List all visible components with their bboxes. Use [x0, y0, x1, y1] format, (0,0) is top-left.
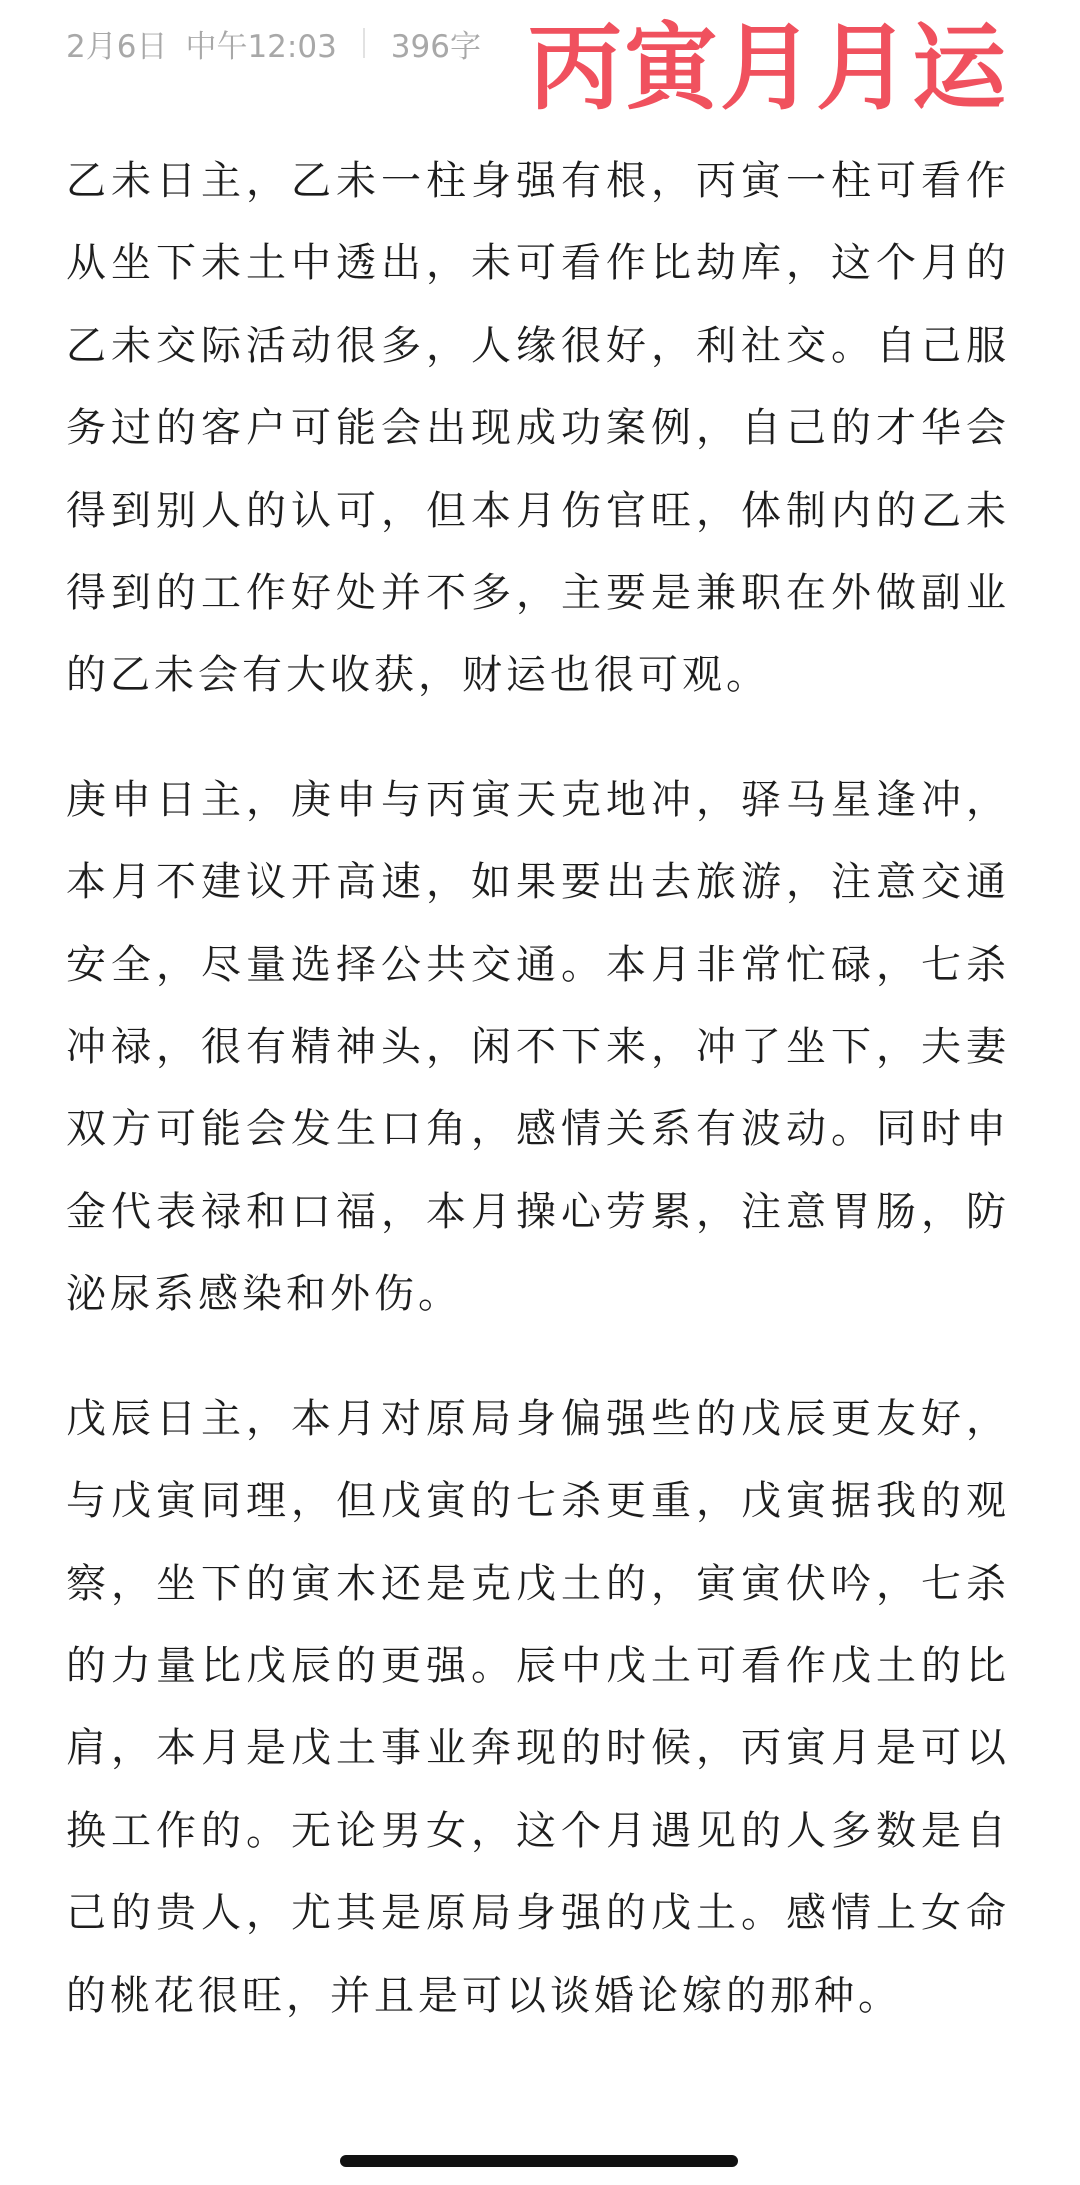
article-paragraph: 戊辰日主，本月对原局身偏强些的戊辰更友好，与戊寅同理，但戊寅的七杀更重，戊寅据我的观察，坐下的寅木还是克戊土的，寅寅伏吟，七杀的力量比戊辰的更强。辰中戊土可看作戊土的比肩，本月是戊土事业奔现的时候，丙寅月是可以换工作的。无论男女，这个月遇见的人多数是自己的贵人，尤其是原局身强的戊土。感情上女命的桃花很旺，并且是可以谈婚论嫁的那种。 [66, 1395, 1010, 2019]
word-count: 396字 [390, 28, 481, 65]
article-paragraph: 庚申日主，庚申与丙寅天克地冲，驿马星逢冲，本月不建议开高速，如果要出去旅游，注意交通安全，尽量选择公共交通。本月非常忙碌，七杀冲禄，很有精神头，闲不下来，冲了坐下，夫妻双方可能会发生口角，感情关系有波动。同时申金代表禄和口福，本月操心劳累，注意胃肠，防泌尿系感染和外伤。 [66, 776, 1010, 1318]
post-date: 2月6日 [66, 28, 168, 65]
article-body [66, 140, 1010, 2079]
meta-divider [363, 28, 365, 58]
headline-title: 丙寅月月运 [528, 14, 1009, 123]
article-paragraph: 乙未日主，乙未一柱身强有根，丙寅一柱可看作从坐下未土中透出，未可看作比劫库，这个月的乙未交际活动很多，人缘很好，利社交。自己服务过的客户可能会出现成功案例，自己的才华会得到别人的认可，但本月伤官旺，体制内的乙未得到的工作好处并不多，主要是兼职在外做副业的乙未会有大收获，财运也很可观。 [66, 158, 1010, 699]
post-time: 中午12:03 [185, 28, 337, 65]
home-indicator[interactable] [340, 2155, 738, 2167]
post-meta [66, 18, 481, 68]
